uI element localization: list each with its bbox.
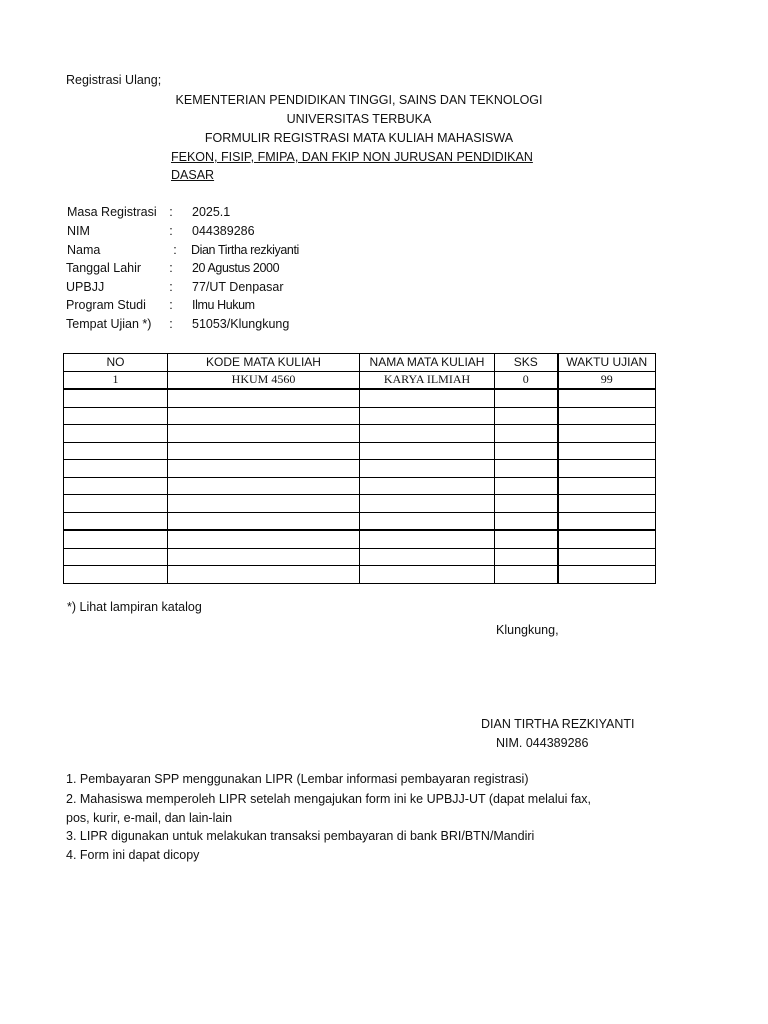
cell-nama <box>360 477 495 495</box>
label-program-studi: Program Studi <box>66 298 146 312</box>
note-item: 3. LIPR digunakan untuk melakukan transaksi pembayaran di bank BRI/BTN/Mandiri <box>66 829 535 843</box>
cell-nama <box>360 442 495 460</box>
colon: : <box>169 280 173 294</box>
value-upbjj: 77/UT Denpasar <box>192 280 284 294</box>
faculty-line: FEKON, FISIP, FMIPA, DAN FKIP NON JURUSAN PENDIDIKAN <box>171 150 533 164</box>
cell-nama <box>360 512 495 530</box>
cell-kode <box>168 442 360 460</box>
courses-table <box>63 353 656 584</box>
table-row <box>64 512 656 530</box>
label-tanggal-lahir: Tanggal Lahir <box>66 261 142 275</box>
cell-waktu <box>558 512 656 530</box>
cell-waktu <box>558 425 656 443</box>
cell-sks <box>495 495 558 513</box>
colon: : <box>169 261 173 275</box>
note-item: pos, kurir, e-mail, dan lain-lain <box>66 811 233 825</box>
cell-sks <box>495 407 558 425</box>
cell-waktu <box>558 530 656 548</box>
value-tanggal-lahir: 20 Agustus 2000 <box>192 261 280 275</box>
cell-no <box>64 407 168 425</box>
cell-sks <box>495 460 558 478</box>
table-row <box>64 495 656 513</box>
cell-no <box>64 512 168 530</box>
cell-kode <box>168 512 360 530</box>
value-masa-registrasi: 2025.1 <box>192 205 231 219</box>
cell-kode <box>168 389 360 407</box>
cell-no <box>64 530 168 548</box>
cell-kode: HKUM 4560 <box>168 371 360 389</box>
label-masa-registrasi: Masa Registrasi <box>67 205 157 219</box>
value-nim: 044389286 <box>192 224 255 238</box>
cell-no <box>64 477 168 495</box>
value-program-studi: Ilmu Hukum <box>192 298 255 312</box>
cell-nama <box>360 566 495 584</box>
note-item: 4. Form ini dapat dicopy <box>66 848 200 862</box>
table-row <box>64 407 656 425</box>
cell-kode <box>168 425 360 443</box>
cell-waktu: 99 <box>558 371 656 389</box>
colon: : <box>169 317 173 331</box>
ministry-title: KEMENTERIAN PENDIDIKAN TINGGI, SAINS DAN TEKNOLOGI <box>175 93 543 107</box>
cell-nama <box>360 548 495 566</box>
colon: : <box>169 224 173 238</box>
cell-waktu <box>558 442 656 460</box>
cell-kode <box>168 566 360 584</box>
table-row <box>64 389 656 407</box>
cell-no <box>64 548 168 566</box>
label-nama: Nama <box>67 243 101 257</box>
cell-nama <box>360 495 495 513</box>
cell-no <box>64 442 168 460</box>
cell-nama <box>360 425 495 443</box>
footnote: *) Lihat lampiran katalog <box>67 600 202 614</box>
cell-waktu <box>558 407 656 425</box>
value-tempat-ujian: 51053/Klungkung <box>192 317 290 331</box>
cell-kode <box>168 407 360 425</box>
cell-no <box>64 566 168 584</box>
note-item: 2. Mahasiswa memperoleh LIPR setelah mengajukan form ini ke UPBJJ-UT (dapat melalui fax, <box>66 792 591 806</box>
table-row <box>64 566 656 584</box>
note-item: 1. Pembayaran SPP menggunakan LIPR (Lembar informasi pembayaran registrasi) <box>66 772 529 786</box>
table-row <box>64 548 656 566</box>
table-row <box>64 460 656 478</box>
cell-nama <box>360 389 495 407</box>
cell-sks <box>495 530 558 548</box>
label-upbjj: UPBJJ <box>66 280 105 294</box>
cell-no <box>64 460 168 478</box>
cell-nama <box>360 407 495 425</box>
cell-sks: 0 <box>495 371 558 389</box>
cell-nama <box>360 530 495 548</box>
cell-waktu <box>558 495 656 513</box>
label-tempat-ujian: Tempat Ujian *) <box>66 317 152 331</box>
cell-sks <box>495 425 558 443</box>
table-row <box>64 530 656 548</box>
cell-kode <box>168 477 360 495</box>
cell-waktu <box>558 389 656 407</box>
cell-no <box>64 389 168 407</box>
cell-nama: KARYA ILMIAH <box>360 371 495 389</box>
cell-sks <box>495 566 558 584</box>
col-header-nama: NAMA MATA KULIAH <box>360 354 495 372</box>
cell-sks <box>495 548 558 566</box>
cell-kode <box>168 548 360 566</box>
intro-text: Registrasi Ulang; <box>66 73 162 87</box>
colon: : <box>169 205 173 219</box>
label-nim: NIM <box>67 224 90 238</box>
university-title: UNIVERSITAS TERBUKA <box>286 112 432 126</box>
table-row <box>64 371 656 389</box>
colon: : <box>169 298 173 312</box>
table-row <box>64 477 656 495</box>
cell-waktu <box>558 548 656 566</box>
cell-waktu <box>558 477 656 495</box>
table-row <box>64 442 656 460</box>
cell-kode <box>168 460 360 478</box>
col-header-sks: SKS <box>495 354 558 372</box>
cell-nama <box>360 460 495 478</box>
form-title: FORMULIR REGISTRASI MATA KULIAH MAHASISWA <box>204 131 514 145</box>
signature-nim: NIM. 044389286 <box>496 736 589 750</box>
cell-no <box>64 495 168 513</box>
signature-name: DIAN TIRTHA REZKIYANTI <box>481 717 635 731</box>
table-header-row <box>64 354 656 372</box>
faculty-line-cont: DASAR <box>171 168 215 182</box>
cell-sks <box>495 477 558 495</box>
col-header-waktu: WAKTU UJIAN <box>558 354 656 372</box>
cell-no <box>64 425 168 443</box>
cell-sks <box>495 512 558 530</box>
colon: : <box>173 243 177 257</box>
col-header-kode: KODE MATA KULIAH <box>168 354 360 372</box>
cell-kode <box>168 530 360 548</box>
cell-sks <box>495 442 558 460</box>
table-row <box>64 425 656 443</box>
cell-no: 1 <box>64 371 168 389</box>
col-header-no: NO <box>64 354 168 372</box>
signature-place: Klungkung, <box>496 623 559 637</box>
cell-waktu <box>558 566 656 584</box>
cell-waktu <box>558 460 656 478</box>
cell-kode <box>168 495 360 513</box>
cell-sks <box>495 389 558 407</box>
value-nama: Dian Tirtha rezkiyanti <box>191 243 299 257</box>
